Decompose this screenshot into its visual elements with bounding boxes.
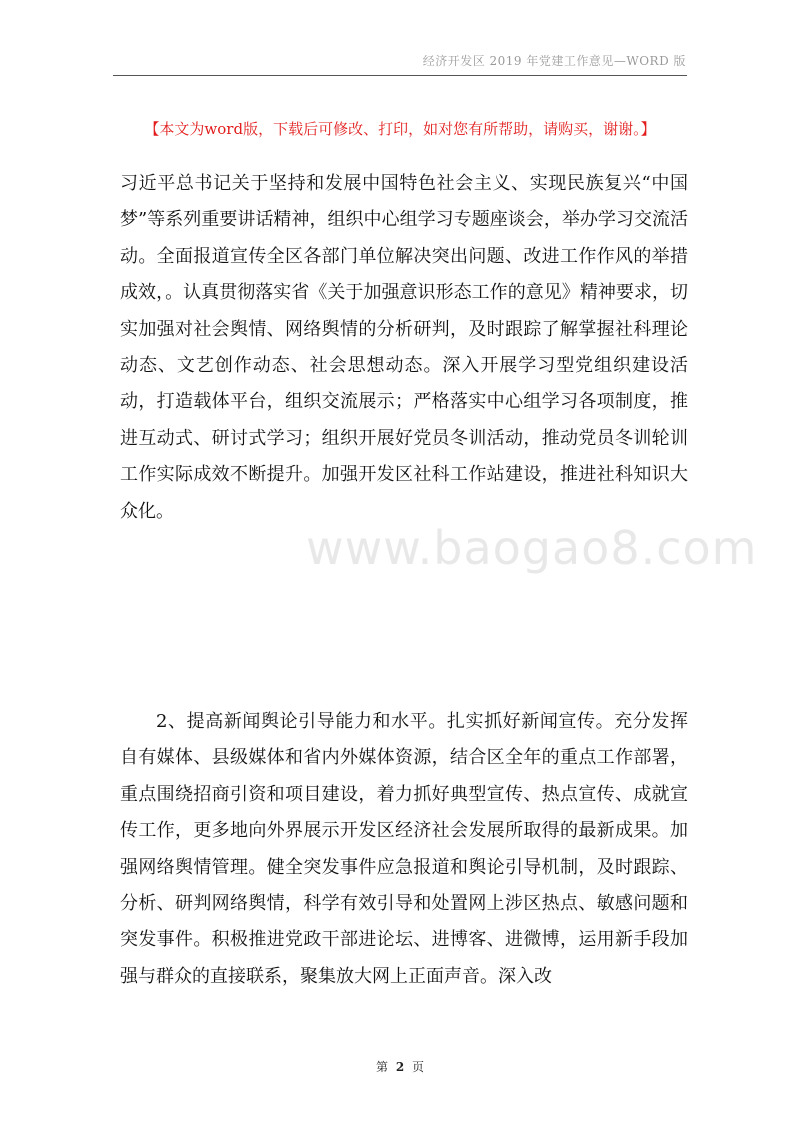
- page-label-suffix: 页: [412, 1060, 425, 1074]
- download-notice: 【本文为word版，下载后可修改、打印，如对您有所帮助，请购买，谢谢。】: [144, 120, 656, 138]
- body-paragraph-2: 2、提高新闻舆论引导能力和水平。扎实抓好新闻宣传。充分发挥自有媒体、县级媒体和省内外媒体资源，结合区全年的重点工作部署，重点围绕招商引资和项目建设，着力抓好典型宣传、热点宣传、成就宣传工作，更多地向外界展示开发区经济社会发展所取得的最新成果。加强网络舆情管理。健全突发事件应急报道和舆论引导机制，及时跟踪、分析、研判网络舆情，科学有效引导和处置网上涉区热点、敏感问题和突发事件。积极推进党政干部进论坛、进博客、进微博，运用新手段加强与群众的直接联系，聚集放大网上正面声音。深入改: [120, 711, 688, 987]
- document-header-title: 经济开发区 2019 年党建工作意见—WORD 版: [422, 54, 686, 68]
- site-watermark: www.baogao8.com: [306, 521, 758, 575]
- page-label-prefix: 第: [375, 1060, 388, 1074]
- body-paragraph-1: 习近平总书记关于坚持和发展中国特色社会主义、实现民族复兴“中国梦”等系列重要讲话精神，组织中心组学习专题座谈会，举办学习交流活动。全面报道宣传全区各部门单位解决突出问题、改进工作作风的举措成效，。认真贯彻落实省《关于加强意识形态工作的意见》精神要求，切实加强对社会舆情、网络舆情的分析研判，及时跟踪了解掌握社科理论动态、文艺创作动态、社会思想动态。深入开展学习型党组织建设活动，打造载体平台，组织交流展示；严格落实中心组学习各项制度，推进互动式、研讨式学习；组织开展好党员冬训活动，推动党员冬训轮训工作实际成效不断提升。加强开发区社科工作站建设，推进社科知识大众化。: [120, 173, 688, 522]
- page-footer: [0, 1058, 800, 1075]
- header-divider: [113, 75, 687, 76]
- page-number: 2: [395, 1060, 405, 1074]
